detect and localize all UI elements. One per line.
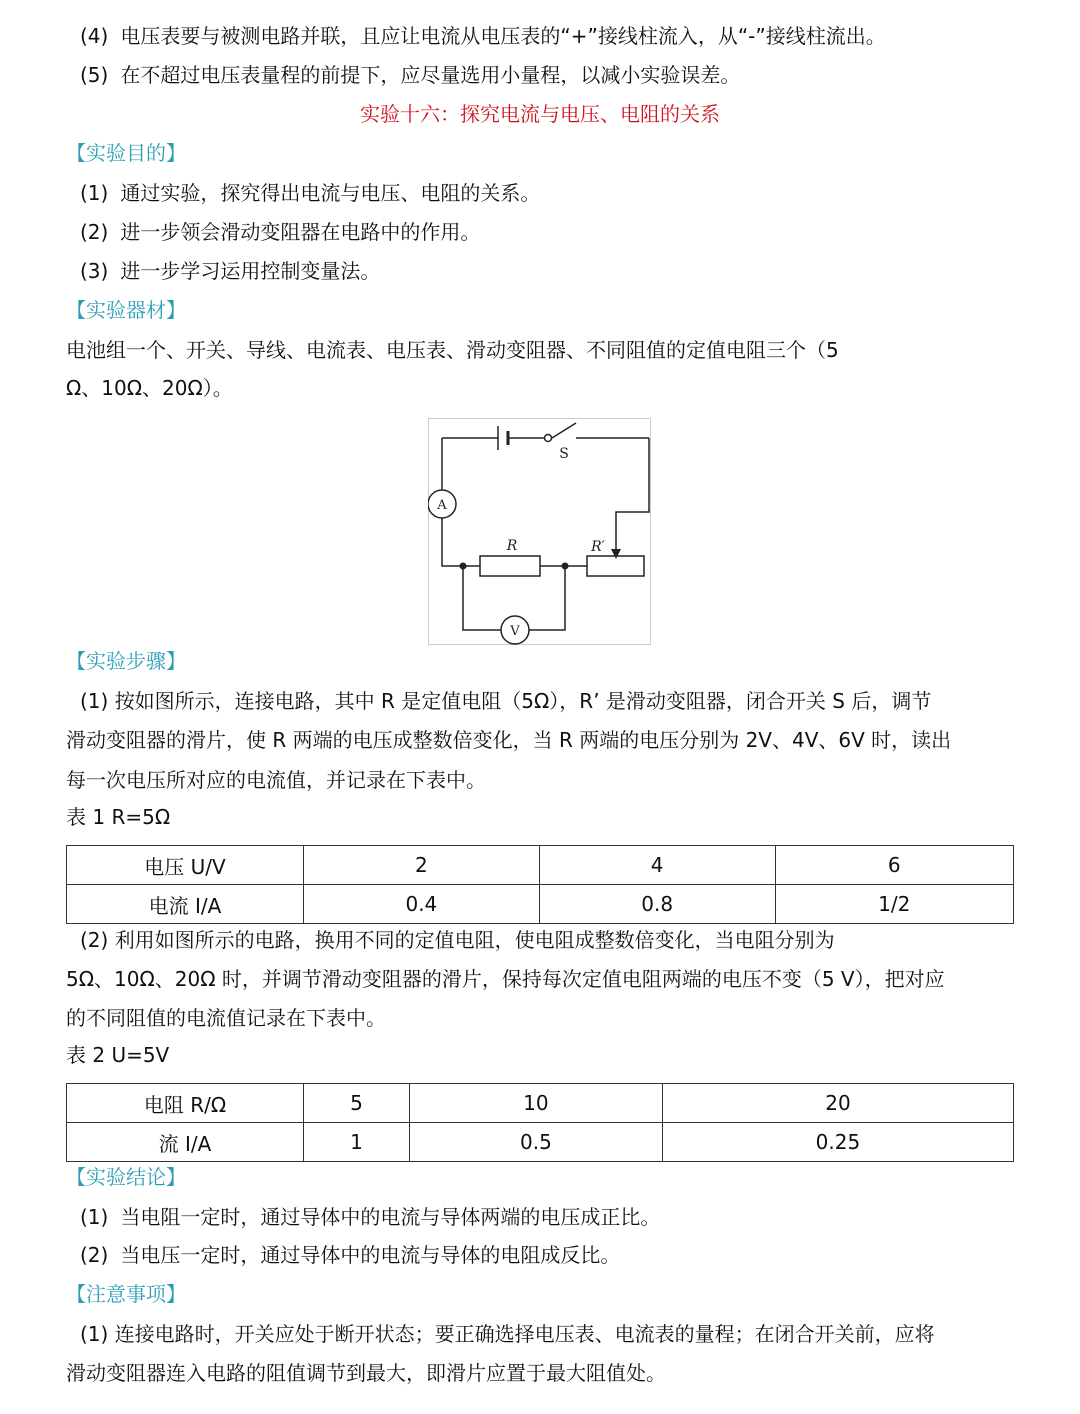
item-text: 进一步领会滑动变阻器在电路中的作用。	[120, 220, 481, 244]
list-item	[80, 259, 1020, 283]
table-cell: 1	[304, 1123, 410, 1162]
table-cell: 2	[304, 846, 540, 885]
resistor-label: R	[506, 538, 518, 554]
table-cell: 0.4	[304, 885, 540, 924]
switch-label: S	[559, 446, 569, 462]
table-cell: 流 I/A	[67, 1123, 304, 1162]
item-text: 电压表要与被测电路并联，且应让电流从电压表的“+”接线柱流入，从“-”接线柱流出。	[120, 24, 886, 48]
table-caption: 表 1 R=5Ω	[66, 805, 171, 829]
table-cell: 电压 U/V	[67, 846, 304, 885]
data-table-1	[66, 845, 1014, 924]
table-cell: 6	[775, 846, 1013, 885]
table-cell: 4	[539, 846, 775, 885]
page-title: 实验十六：探究电流与电压、电阻的关系	[360, 102, 720, 126]
list-item	[80, 24, 1020, 48]
equipment-text: 电池组一个、开关、导线、电流表、电压表、滑动变阻器、不同阻值的定值电阻三个（5	[66, 338, 839, 362]
table-cell: 电流 I/A	[67, 885, 304, 924]
junction-dot	[562, 563, 569, 570]
circuit-diagram	[428, 418, 652, 646]
item-number: (2)	[80, 1243, 109, 1267]
step-text: 5Ω、10Ω、20Ω 时，并调节滑动变阻器的滑片，保持每次定值电阻两端的电压不变（5 V），把对应	[66, 967, 945, 991]
table-cell: 0.25	[662, 1123, 1013, 1162]
wire	[616, 438, 649, 556]
equipment-text: Ω、10Ω、20Ω）。	[66, 376, 233, 400]
diagram-border	[429, 419, 651, 645]
item-text: 当电压一定时，通过导体中的电流与导体的电阻成反比。	[120, 1243, 621, 1267]
table-cell: 5	[304, 1084, 410, 1123]
switch-contact	[545, 435, 552, 442]
junction-dot	[460, 563, 467, 570]
slider-arrow-icon	[611, 549, 621, 559]
item-number: (4)	[80, 24, 109, 48]
note-text: (1) 连接电路时，开关应处于断开状态；要正确选择电压表、电流表的量程；在闭合开关前，应将	[80, 1322, 935, 1346]
section-heading-conclusion: 【实验结论】	[66, 1165, 186, 1189]
voltmeter-label: V	[510, 624, 520, 639]
table-caption: 表 2 U=5V	[66, 1043, 170, 1067]
item-text: 进一步学习运用控制变量法。	[120, 259, 381, 283]
step-text: 滑动变阻器的滑片，使 R 两端的电压成整数倍变化，当 R 两端的电压分别为 2V、4V、6V 时，读出	[66, 728, 952, 752]
list-item	[80, 1243, 1020, 1267]
item-number: (3)	[80, 259, 109, 283]
table-cell: 0.8	[539, 885, 775, 924]
item-number: (1)	[80, 1205, 109, 1229]
section-heading-equipment: 【实验器材】	[66, 298, 186, 322]
item-number: (5)	[80, 63, 109, 87]
rheostat-label: R′	[591, 539, 605, 555]
rheostat	[587, 556, 644, 576]
table-cell: 1/2	[775, 885, 1013, 924]
step-text: 每一次电压所对应的电流值，并记录在下表中。	[66, 768, 486, 792]
step-text: (2) 利用如图所示的电路，换用不同的定值电阻，使电阻成整数倍变化，当电阻分别为	[80, 928, 835, 952]
table-row	[67, 846, 1014, 885]
list-item	[80, 1205, 1020, 1229]
ammeter-label: A	[437, 498, 447, 513]
table-row	[67, 885, 1014, 924]
item-text: 在不超过电压表量程的前提下，应尽量选用小量程，以减小实验误差。	[120, 63, 741, 87]
table-row	[67, 1123, 1014, 1162]
item-number: (1)	[80, 181, 109, 205]
table-cell: 0.5	[409, 1123, 662, 1162]
section-heading-purpose: 【实验目的】	[66, 141, 186, 165]
note-text: 滑动变阻器连入电路的阻值调节到最大，即滑片应置于最大阻值处。	[66, 1361, 666, 1385]
list-item	[80, 220, 1020, 244]
table-cell: 电阻 R/Ω	[67, 1084, 304, 1123]
table-cell: 20	[662, 1084, 1013, 1123]
resistor	[480, 556, 540, 576]
step-text: (1) 按如图所示，连接电路，其中 R 是定值电阻（5Ω），R’ 是滑动变阻器，闭合开关 S 后，调节	[80, 689, 932, 713]
item-text: 通过实验，探究得出电流与电压、电阻的关系。	[120, 181, 541, 205]
table-row	[67, 1084, 1014, 1123]
table-cell: 10	[409, 1084, 662, 1123]
item-text: 当电阻一定时，通过导体中的电流与导体两端的电压成正比。	[120, 1205, 661, 1229]
section-heading-notes: 【注意事项】	[66, 1282, 186, 1306]
section-heading-steps: 【实验步骤】	[66, 649, 186, 673]
switch-blade	[552, 423, 576, 438]
list-item	[80, 181, 1020, 205]
data-table-2	[66, 1083, 1014, 1162]
step-text: 的不同阻值的电流值记录在下表中。	[66, 1006, 386, 1030]
list-item	[80, 63, 1020, 87]
item-number: (2)	[80, 220, 109, 244]
